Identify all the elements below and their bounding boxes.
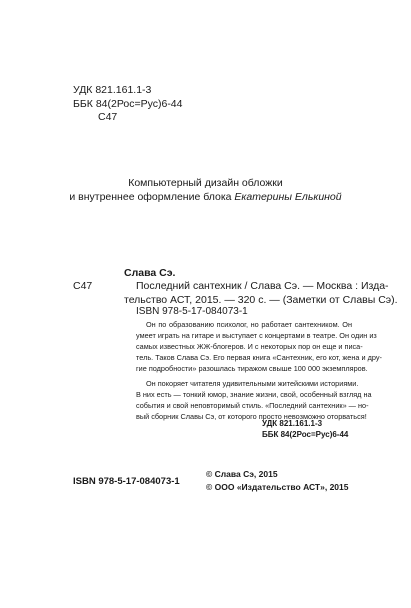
annotation-line: самых известных ЖЖ-блогеров. И с некоторых пор он еще и писа- [136,341,363,351]
udk-code: УДК 821.161.1-3 [73,84,152,96]
annotation-line: события и свой неповторимый стиль. «Последний сантехник» — но- [136,400,369,410]
catalog-line2: тельство АСТ, 2015. — 320 с. — (Заметки от Славы Сэ). [124,293,398,306]
design-credit [0,177,411,204]
annotation-line: Он покоряет читателя удивительными житейскими историями. [146,379,359,388]
annotation-line: гие подробности» разошлась тиражом свыше 100 000 экземпляров. [136,363,368,373]
designer-name: Екатерины Елькиной [234,190,342,203]
classification-codes [73,84,183,125]
annotation-paragraph-2 [136,379,372,423]
copyright-author: © Слава Сэ, 2015 [206,469,278,479]
design-credit-line1: Компьютерный дизайн обложки [128,177,283,189]
annotation-line: вый сборник Славы Сэ, от которого просто невозможно оторваться! [136,411,367,421]
copyright-publisher: © ООО «Издательство АСТ», 2015 [206,481,349,492]
design-credit-prefix: и внутреннее оформление блока [69,190,235,203]
design-credit-line2 [0,191,411,205]
annotation-line: тель. Таков Слава Сэ. Его первая книга «Сантехник, его кот, жена и дру- [136,352,382,362]
author-mark: С47 [98,111,118,123]
copyright-block [206,468,348,493]
bottom-udk-code: УДК 821.161.1-3 [262,419,323,428]
annotation-line: Он по образованию психолог, но работает сантехником. Он [146,320,352,329]
bottom-classification-codes [262,418,348,440]
bbk-code: ББК 84(2Рос=Рус)6-44 [73,97,183,110]
catalog-isbn: ISBN 978-5-17-084073-1 [136,306,248,317]
annotation-line: умеет играть на гитаре и выступает с концертами в театре. Он один из [136,330,377,340]
catalog-author-mark: С47 [73,280,93,292]
bottom-bbk-code: ББК 84(2Рос=Рус)6-44 [262,430,349,439]
catalog-description [124,280,398,307]
annotation-line: В них есть — тонкий юмор, знание жизни, свой, особенный взгляд на [136,389,372,399]
annotation-paragraph-1 [136,320,382,375]
catalog-author: Слава Сэ. [124,267,176,279]
bottom-isbn: ISBN 978-5-17-084073-1 [73,476,180,487]
catalog-line1: Последний сантехник / Слава Сэ. — Москва : Изда- [136,280,389,292]
